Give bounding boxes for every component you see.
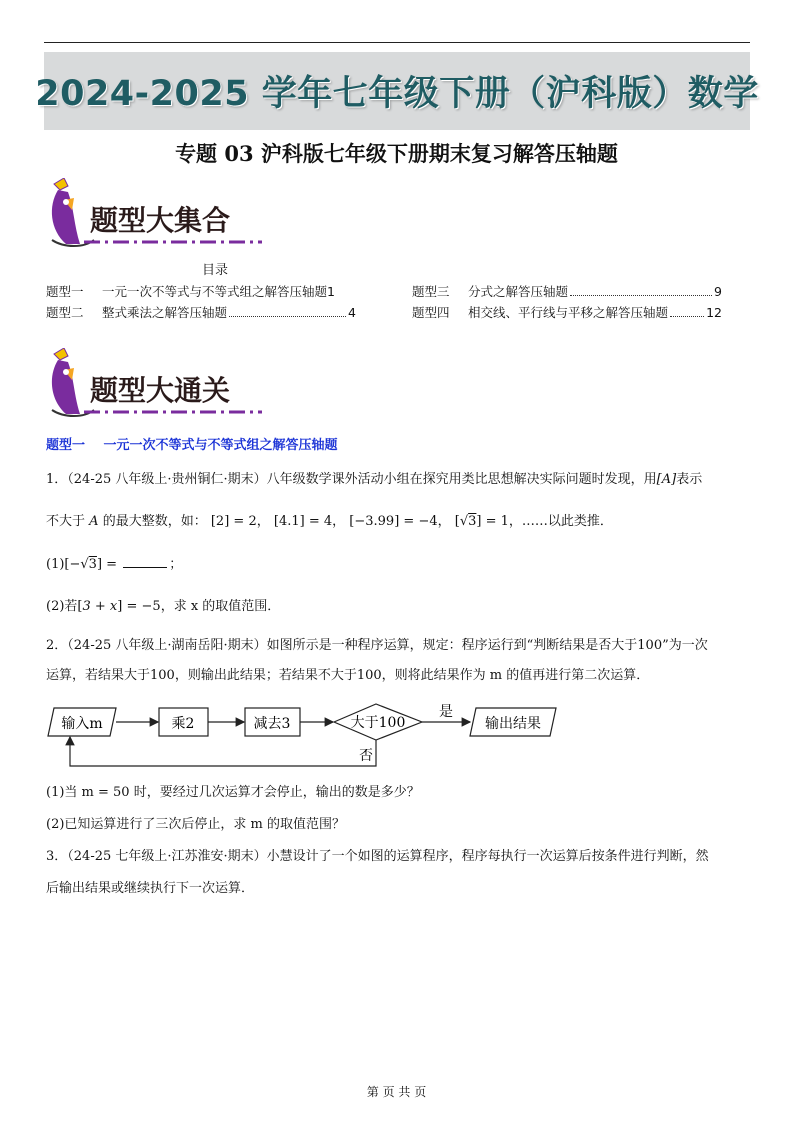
document-title: 专题 03 沪科版七年级下册期末复习解答压轴题 xyxy=(175,141,618,166)
sub-label: (1) xyxy=(46,557,65,572)
toc-tag: 题型一 xyxy=(46,284,84,299)
toc-leader xyxy=(229,315,346,317)
toc-entry-4[interactable] xyxy=(412,303,722,321)
q1-text: 不大于 xyxy=(46,514,86,529)
toc-title: 相交线、平行线与平移之解答压轴题 xyxy=(468,305,669,320)
q1-text: 1．（24-25 八年级上·贵州铜仁·期末）八年级数学课外活动小组在探究用类比思想解决实际问题时发现，用 xyxy=(46,472,657,487)
header-rule xyxy=(44,42,750,43)
toc-page: 1 xyxy=(327,284,335,299)
toc-title: 整式乘法之解答压轴题 xyxy=(102,305,228,320)
logo-text: 题型大集合 xyxy=(90,204,231,237)
q1-text: 表示 xyxy=(676,472,703,487)
example-value: 2 xyxy=(215,514,225,529)
q2-line2: 运算，若结果大于100，则输出此结果；若结果不大于100，则将此结果作为 m 的值再进行第二次运算． xyxy=(46,668,650,683)
toc-entry-2[interactable] xyxy=(46,303,356,321)
example-result: = 4 xyxy=(308,514,333,529)
banner-title: 2024-2025 学年七年级下册（沪科版）数学 xyxy=(35,74,759,114)
q1-line2: 不大于 A 的最大整数，如： [2] = 2， [4.1] = 4， [−3.99] = −4， [√3] = 1，……以此类推． xyxy=(46,514,613,529)
title-banner xyxy=(35,52,759,130)
toc-entry-1[interactable] xyxy=(46,282,358,300)
section-logo-pass xyxy=(44,348,274,428)
q1-sub2: (2)若[3 + x] = −5，求 x 的取值范围． xyxy=(46,599,281,614)
example-result: = 2 xyxy=(233,514,257,529)
q1-text: ； xyxy=(169,557,183,572)
q2-line1: 2．（24-25 八年级上·湖南岳阳·期末）如图所示是一种程序运算，规定：程序运行到“判断结果是否大于100”为一次 xyxy=(46,638,708,653)
flow-subtract-label: 减去3 xyxy=(253,716,291,732)
flow-decision-label: 大于100 xyxy=(350,715,406,731)
example-result: = −4 xyxy=(403,514,438,529)
toc-leader xyxy=(570,294,712,296)
toc-tag: 题型三 xyxy=(412,284,450,299)
q1-sub1: (1)[−√3] = ； xyxy=(46,557,183,572)
floor-A: [A] xyxy=(656,472,677,487)
toc-title: 一元一次不等式与不等式组之解答压轴题 xyxy=(102,284,328,299)
sub-label: (2)若 xyxy=(46,599,78,614)
flowchart xyxy=(44,700,564,776)
bracket-expression: 3 + x xyxy=(82,599,118,614)
logo-text: 题型大通关 xyxy=(90,374,231,407)
q1-text: ，……以此类推． xyxy=(508,514,613,529)
q3-line1: 3．（24-25 七年级上·江苏淮安·期末）小慧设计了一个如图的运算程序，程序每执行一次运算后按条件进行判断，然 xyxy=(46,849,709,864)
expression-value: = −5 xyxy=(126,599,161,614)
example-value: 4.1 xyxy=(278,514,300,529)
example-result: = 1 xyxy=(485,514,509,529)
toc-page: 12 xyxy=(706,305,722,320)
section-title: 一元一次不等式与不等式组之解答压轴题 xyxy=(103,438,338,453)
wizard-logo-icon xyxy=(44,348,274,428)
flow-output-label: 输出结果 xyxy=(485,716,541,732)
toc-tag: 题型四 xyxy=(412,305,450,320)
flow-multiply-label: 乘2 xyxy=(171,716,195,732)
q1-text: 的最大整数，如： xyxy=(102,514,207,529)
section-number: 题型一 xyxy=(46,438,86,453)
flow-yes-label: 是 xyxy=(439,704,453,720)
flow-input-label: 输入m xyxy=(61,716,103,732)
toc-page: 9 xyxy=(714,284,722,299)
example-value: −3.99 xyxy=(354,514,395,529)
page-footer: 第 页 共 页 xyxy=(366,1085,427,1099)
q3-line2: 后输出结果或继续执行下一次运算． xyxy=(46,881,255,896)
toc-leader xyxy=(670,315,704,317)
q2-sub2: (2)已知运算进行了三次后停止，求 m 的取值范围？ xyxy=(46,817,346,832)
toc-tag: 题型二 xyxy=(46,305,84,320)
flow-no-label: 否 xyxy=(359,748,373,764)
toc-title: 分式之解答压轴题 xyxy=(468,284,569,299)
section-heading xyxy=(46,434,338,453)
toc-page: 4 xyxy=(348,305,356,320)
q2-sub1: (1)当 m = 50 时，要经过几次运算才会停止，输出的数是多少？ xyxy=(46,785,420,800)
q1-text: ，求 x 的取值范围． xyxy=(160,599,281,614)
toc-heading: 目录 xyxy=(201,263,228,278)
toc-entry-3[interactable] xyxy=(412,282,722,300)
q1-line1 xyxy=(46,473,702,486)
section-logo-collection xyxy=(44,178,274,258)
answer-blank[interactable] xyxy=(123,567,167,568)
wizard-logo-icon xyxy=(44,178,274,258)
